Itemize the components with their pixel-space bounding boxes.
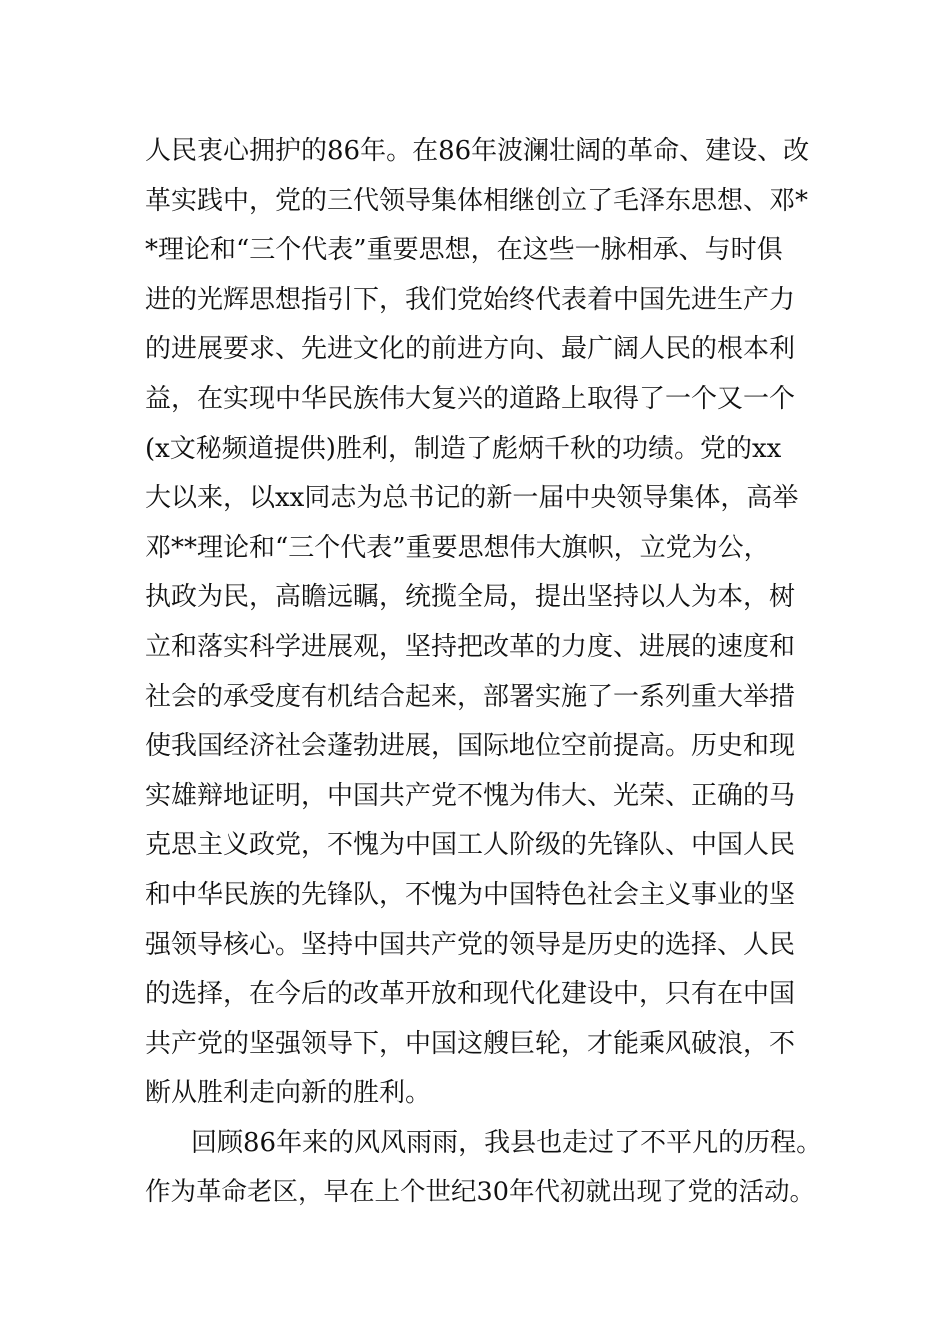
text-line: *理论和“三个代表”重要思想，在这些一脉相承、与时俱 — [145, 235, 783, 266]
text-line: 断从胜利走向新的胜利。 — [145, 1078, 432, 1109]
text-line: 作为革命老区，早在上个世纪30年代初就出现了党的活动。 — [145, 1177, 815, 1208]
text-line: 邓**理论和“三个代表”重要思想伟大旗帜，立党为公， — [145, 532, 770, 563]
text-line: 回顾86年来的风风雨雨，我县也走过了不平凡的历程。 — [191, 1127, 823, 1158]
text-line: 克思主义政党，不愧为中国工人阶级的先锋队、中国人民 — [145, 830, 796, 861]
text-line: 和中华民族的先锋队，不愧为中国特色社会主义事业的坚 — [145, 879, 796, 910]
paragraph-2 — [145, 1119, 825, 1218]
text-line: 大以来，以xx同志为总书记的新一届中央领导集体，高举 — [145, 483, 799, 514]
text-line: 人民衷心拥护的86年。在86年波澜壮阔的革命、建设、改 — [145, 136, 810, 166]
text-line: 立和落实科学进展观，坚持把改革的力度、进展的速度和 — [145, 631, 796, 662]
text-line: 执政为民，高瞻远瞩，统揽全局，提出坚持以人为本，树 — [145, 582, 796, 613]
text-line: 社会的承受度有机结合起来，部署实施了一系列重大举措 — [145, 681, 796, 712]
text-line: 的选择，在今后的改革开放和现代化建设中，只有在中国 — [145, 979, 796, 1010]
text-line: 益，在实现中华民族伟大复兴的道路上取得了一个又一个 — [145, 383, 796, 414]
text-line: 革实践中，党的三代领导集体相继创立了毛泽东思想、邓* — [145, 185, 809, 216]
text-line: 使我国经济社会蓬勃进展，国际地位空前提高。历史和现 — [145, 731, 796, 762]
paragraph-1 — [145, 127, 825, 1119]
text-line: (x文秘频道提供)胜利，制造了彪炳千秋的功绩。党的xx — [145, 433, 782, 464]
text-line: 强领导核心。坚持中国共产党的领导是历史的选择、人民 — [145, 929, 796, 960]
text-line: 共产党的坚强领导下，中国这艘巨轮，才能乘风破浪，不 — [145, 1028, 796, 1059]
text-line: 实雄辩地证明，中国共产党不愧为伟大、光荣、正确的马 — [145, 780, 796, 811]
text-line: 的进展要求、先进文化的前进方向、最广阔人民的根本利 — [145, 334, 796, 365]
body-text — [145, 127, 825, 1218]
text-line: 进的光辉思想指引下，我们党始终代表着中国先进生产力 — [145, 284, 796, 315]
